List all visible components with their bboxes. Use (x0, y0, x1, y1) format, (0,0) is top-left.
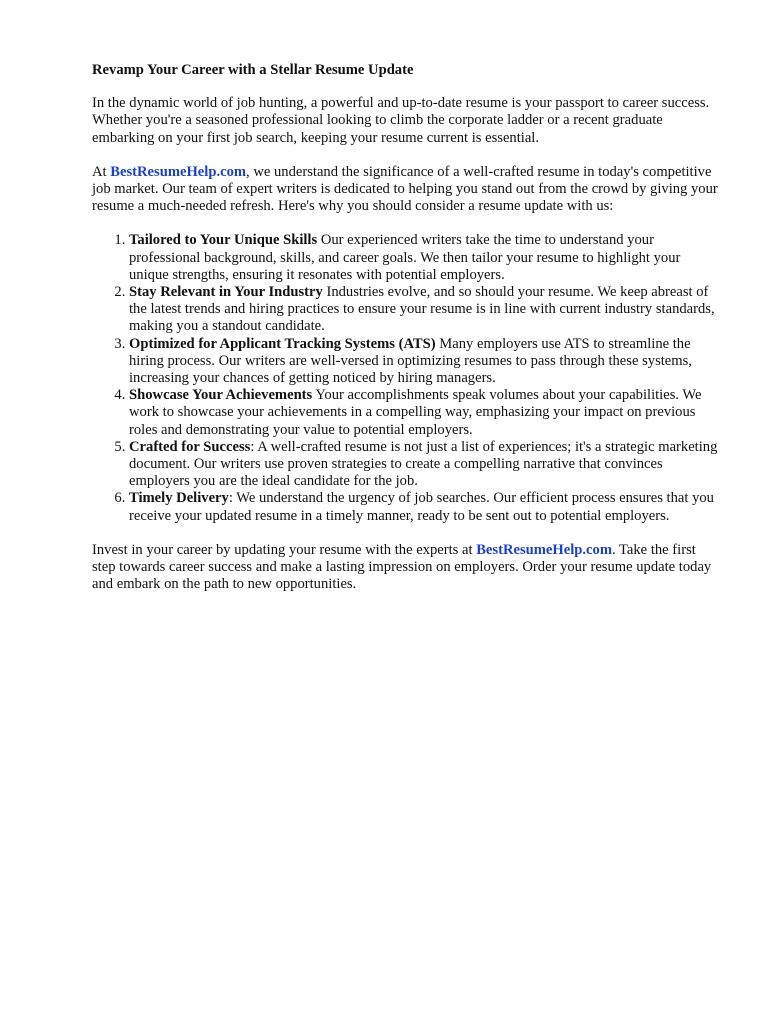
closing-paragraph (92, 542, 720, 594)
reason-term: Stay Relevant in Your Industry (129, 284, 323, 301)
reason-text: Our experienced writers take the time to understand your professional background, skills, and career goals. We then tailor your resume to highlight your unique strengths, ensuring it resonates with potential employers. (129, 232, 681, 283)
list-item (129, 336, 720, 388)
site-link[interactable]: BestResumeHelp.com (476, 541, 612, 558)
list-item (129, 490, 720, 524)
reason-term: Showcase Your Achievements (129, 387, 313, 404)
reason-term: Timely Delivery (129, 490, 229, 507)
about-prefix: At (92, 163, 107, 180)
reason-text: Industries evolve, and so should your resume. We keep abreast of the latest trends and hiring practices to ensure your resume is in line with current industry standards, making you a standout candidate. (129, 284, 715, 335)
intro-paragraph: In the dynamic world of job hunting, a powerful and up-to-date resume is your passport to career success. Whether you're a seasoned professional looking to climb the corporate ladder or a recent graduate embarking on your first job search, keeping your resume current is essential. (92, 95, 710, 146)
list-item (129, 284, 720, 336)
reason-term: Tailored to Your Unique Skills (129, 232, 318, 249)
reason-term: Optimized for Applicant Tracking Systems (ATS) (129, 335, 436, 352)
reason-term: Crafted for Success (129, 438, 251, 455)
site-link[interactable]: BestResumeHelp.com (110, 163, 247, 180)
about-suffix: , we understand the significance of a well-crafted resume in today's competitive job market. Our team of expert writers is dedicated to helping you stand out from the crowd by giving your resume a much-needed refresh. Here's why you should consider a resume update with us: (92, 163, 718, 215)
list-item (129, 232, 720, 284)
reason-text: Your accomplishments speak volumes about your capabilities. We work to showcase your achievements in a compelling way, emphasizing your impact on previous roles and demonstrating your value to potential employers. (129, 387, 702, 438)
about-paragraph (92, 164, 720, 216)
reason-text: : We understand the urgency of job searches. Our efficient process ensures that you receive your updated resume in a timely manner, ready to be sent out to potential employers. (129, 490, 714, 524)
document-title: Revamp Your Career with a Stellar Resume Update (92, 62, 414, 78)
document-page (92, 62, 720, 610)
closing-prefix: Invest in your career by updating your resume with the experts at (92, 541, 473, 558)
closing-suffix: . Take the first step towards career success and make a lasting impression on employers. Order your resume update today and embark on the path to new opportunities. (92, 541, 712, 593)
reason-text: : A well-crafted resume is not just a list of experiences; it's a strategic marketing document. Our writers use proven strategies to create a compelling narrative that convinces employers you are the ideal candidate for the job. (129, 438, 718, 490)
list-item (129, 387, 720, 439)
list-item (129, 439, 720, 491)
reason-text: Many employers use ATS to streamline the hiring process. Our writers are well-versed in optimizing resumes to pass through these systems, increasing your chances of getting noticed by hiring managers. (129, 335, 692, 387)
reasons-list (92, 232, 720, 524)
